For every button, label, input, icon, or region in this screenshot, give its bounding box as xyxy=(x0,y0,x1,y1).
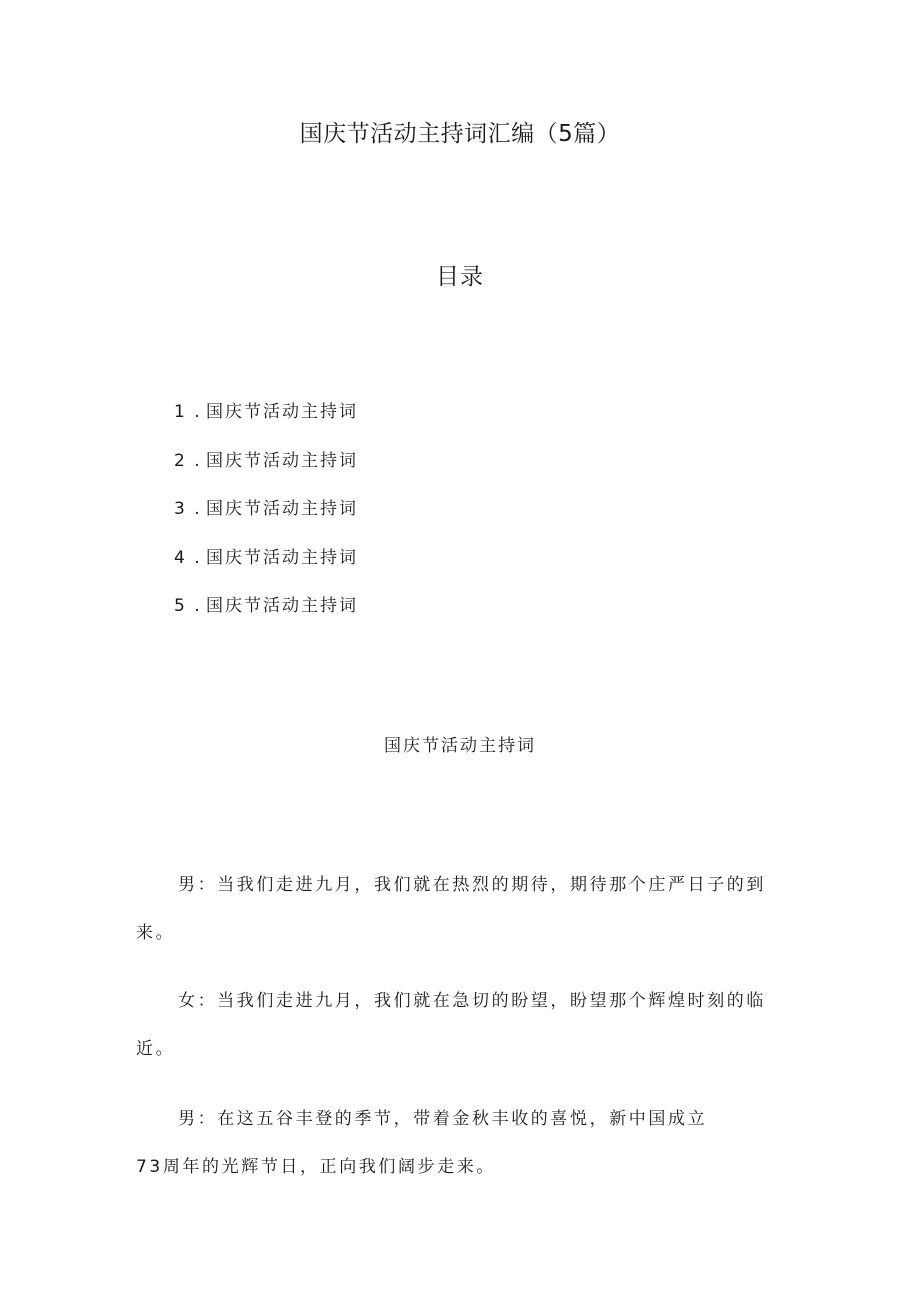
toc-item[interactable] xyxy=(174,544,574,593)
toc-item-separator: . xyxy=(194,547,202,568)
toc-item[interactable] xyxy=(174,495,574,544)
paragraph-line: 73周年的光辉节日，正向我们阔步走来。 xyxy=(136,1157,497,1177)
toc-item-number: 4 xyxy=(174,547,187,568)
toc-item-separator: . xyxy=(194,402,202,422)
table-of-contents xyxy=(174,398,574,641)
toc-item[interactable] xyxy=(174,398,574,447)
toc-item-label: 国庆节活动主持词 xyxy=(206,499,358,519)
document-title: 国庆节活动主持词汇编（5篇） xyxy=(299,121,621,147)
toc-item-number: 1 xyxy=(174,402,187,422)
toc-item-label: 国庆节活动主持词 xyxy=(206,450,358,471)
toc-item-label: 国庆节活动主持词 xyxy=(206,547,358,568)
toc-item-number: 3 xyxy=(174,499,187,519)
toc-item-label: 国庆节活动主持词 xyxy=(206,402,358,422)
toc-item-number: 2 xyxy=(174,450,187,471)
toc-item-separator: . xyxy=(194,450,202,471)
paragraph-line: 来。 xyxy=(136,923,176,943)
paragraph-line: 男：当我们走进九月，我们就在热烈的期待，期待那个庄严日子的到 xyxy=(178,875,766,895)
toc-item-separator: . xyxy=(194,499,202,519)
paragraph-line: 女：当我们走进九月，我们就在急切的盼望，盼望那个辉煌时刻的临 xyxy=(178,991,766,1011)
toc-item[interactable] xyxy=(174,592,574,641)
paragraph-line: 男：在这五谷丰登的季节，带着金秋丰收的喜悦，新中国成立 xyxy=(178,1109,708,1129)
toc-item-number: 5 xyxy=(174,596,187,616)
toc-heading: 目录 xyxy=(436,264,484,290)
toc-item-separator: . xyxy=(194,596,202,616)
toc-item[interactable] xyxy=(174,447,574,496)
toc-item-label: 国庆节活动主持词 xyxy=(206,596,358,616)
paragraph-line: 近。 xyxy=(136,1039,176,1059)
section-title: 国庆节活动主持词 xyxy=(384,736,536,756)
